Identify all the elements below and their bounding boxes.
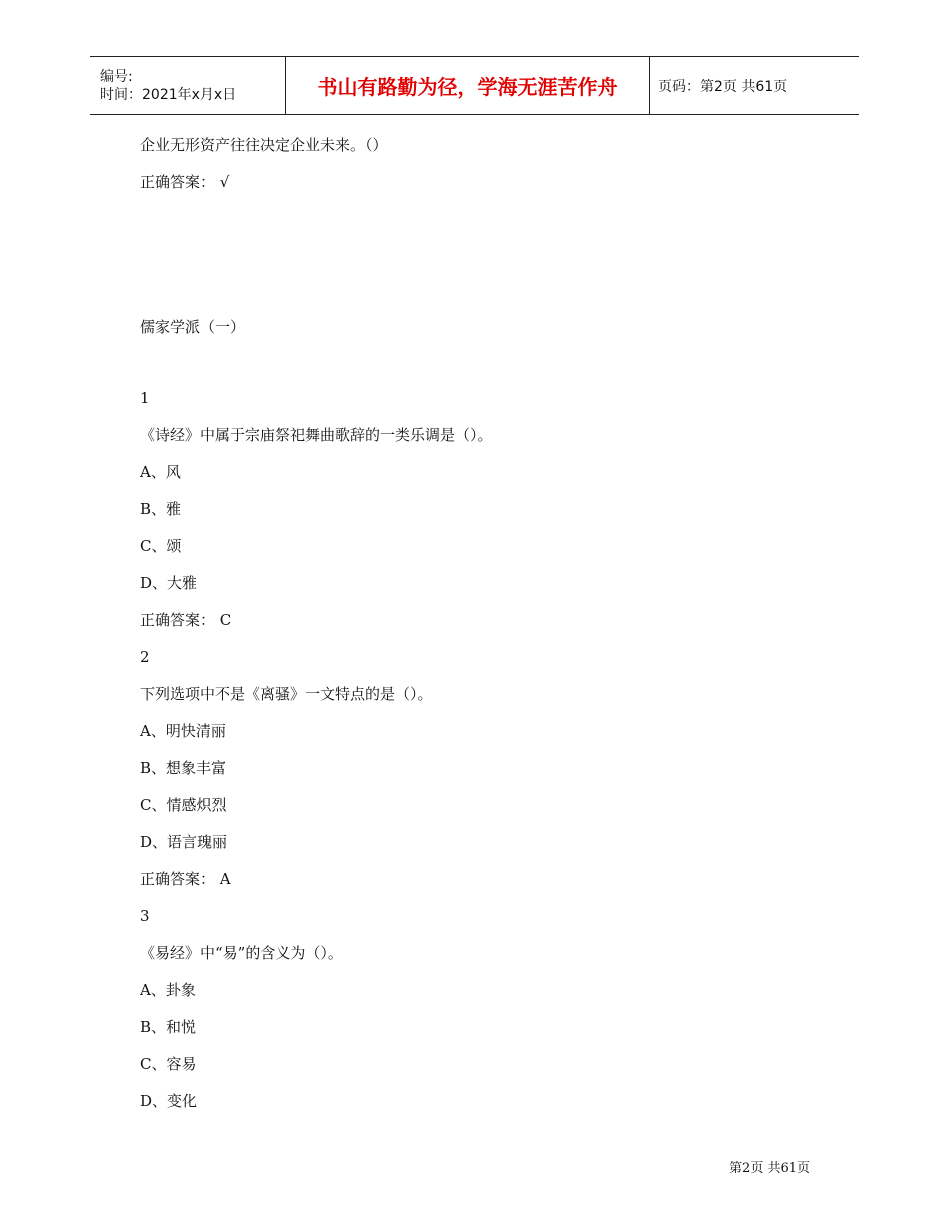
question-answer: 正确答案： C (140, 611, 232, 629)
question-number: 1 (140, 389, 150, 407)
section-title: 儒家学派（一） (140, 318, 246, 336)
question-option: C、容易 (140, 1055, 197, 1073)
document-body (140, 135, 840, 1128)
question-option: B、雅 (140, 500, 182, 518)
time-label: 时间：2021年x月x日 (100, 86, 237, 103)
intro-answer: 正确答案： √ (140, 173, 230, 191)
question-option: A、明快清丽 (140, 722, 226, 740)
header-page-cell (650, 57, 859, 114)
question-option: C、颂 (140, 537, 182, 555)
question-text: 下列选项中不是《离骚》一文特点的是（）。 (140, 685, 433, 703)
number-label: 编号: (100, 68, 133, 85)
question-answer: 正确答案： A (140, 870, 231, 888)
document-header (90, 56, 859, 115)
question-block (140, 647, 840, 906)
question-block (140, 906, 840, 1128)
question-number: 2 (140, 648, 150, 666)
page-footer: 第2页 共61页 (729, 1161, 810, 1176)
spacer (140, 354, 840, 388)
header-meta (90, 57, 286, 114)
question-option: A、卦象 (140, 981, 196, 999)
header-page-info: 页码：第2页 共61页 (658, 78, 788, 95)
question-block (140, 388, 840, 647)
intro-statement: 企业无形资产往往决定企业未来。（） (140, 136, 388, 154)
question-option: B、和悦 (140, 1018, 197, 1036)
question-option: A、风 (140, 463, 181, 481)
question-option: D、变化 (140, 1092, 198, 1110)
question-text: 《诗经》中属于宗庙祭祀舞曲歌辞的一类乐调是（）。 (140, 426, 493, 444)
question-text: 《易经》中“易”的含义为（）。 (140, 944, 343, 962)
question-number: 3 (140, 907, 150, 925)
motto-text: 书山有路勤为径，学海无涯苦作舟 (317, 75, 618, 99)
header-motto-cell (286, 57, 650, 114)
question-option: C、情感炽烈 (140, 796, 227, 814)
question-option: B、想象丰富 (140, 759, 227, 777)
spacer (140, 209, 840, 317)
question-option: D、语言瑰丽 (140, 833, 228, 851)
question-option: D、大雅 (140, 574, 198, 592)
